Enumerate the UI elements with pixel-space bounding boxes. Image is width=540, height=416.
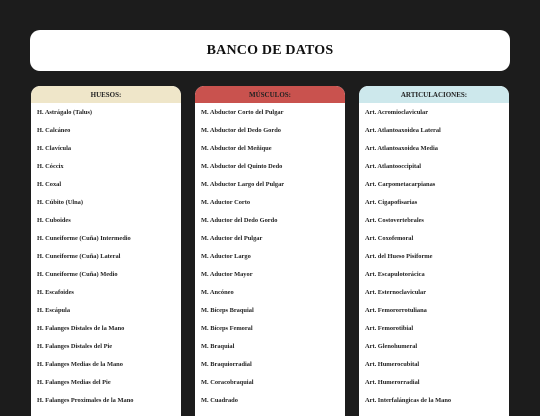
list-item[interactable]: Art. Esternoclavicular <box>365 289 427 296</box>
list-item[interactable]: M. Cuadrado <box>201 397 238 404</box>
list-item[interactable]: H. Falanges Distales del Pie <box>37 343 113 350</box>
title-card <box>30 30 510 71</box>
list-item[interactable]: M. Aductor Corto <box>201 199 251 206</box>
list-item[interactable]: M. Bíceps Femoral <box>201 325 253 332</box>
list-item[interactable]: Art. Femororrotuliana <box>365 307 427 314</box>
list-item[interactable]: Art. Femorotibial <box>365 325 414 332</box>
list-item[interactable]: M. Braquial <box>201 343 235 350</box>
list-item[interactable]: H. Cóccix <box>37 163 64 170</box>
list-item[interactable]: Art. Humerocubital <box>365 361 420 368</box>
list-item[interactable]: Art. Glenohumeral <box>365 343 418 350</box>
list-item[interactable]: H. Escafoides <box>37 289 74 296</box>
list-item[interactable]: H. Clavícula <box>37 145 72 152</box>
list-item[interactable]: M. Braquiorradial <box>201 361 252 368</box>
list-item[interactable]: M. Aductor Largo <box>201 253 251 260</box>
huesos-column <box>31 86 181 416</box>
articulaciones-heading: ARTICULACIONES: <box>359 86 509 103</box>
list-item[interactable]: M. Ancóneo <box>201 289 234 296</box>
list-item[interactable]: M. Abductor del Quinto Dedo <box>201 163 283 170</box>
list-item[interactable]: H. Escápula <box>37 307 71 314</box>
musculos-heading: MÚSCULOS: <box>195 86 345 103</box>
list-item[interactable]: Art. del Hueso Pisiforme <box>365 253 433 260</box>
list-item[interactable]: H. Cúbito (Ulna) <box>37 199 83 206</box>
list-item[interactable]: Art. Coxofemoral <box>365 235 414 242</box>
huesos-heading: HUESOS: <box>31 86 181 103</box>
list-item[interactable]: M. Aductor Mayor <box>201 271 253 278</box>
list-item[interactable]: H. Cuboides <box>37 217 71 224</box>
list-item[interactable]: M. Aductor del Pulgar <box>201 235 263 242</box>
list-item[interactable]: M. Coracobraquial <box>201 379 254 386</box>
list-item[interactable]: Art. Atlantooccipital <box>365 163 422 170</box>
list-item[interactable]: M. Abductor Corto del Pulgar <box>201 109 284 116</box>
list-item[interactable]: M. Abductor del Meñique <box>201 145 272 152</box>
articulaciones-list <box>359 104 509 410</box>
list-item[interactable]: Art. Humerorradial <box>365 379 420 386</box>
page-title: BANCO DE DATOS <box>206 42 334 58</box>
musculos-column <box>195 86 345 416</box>
list-item[interactable]: Art. Cigapofisarias <box>365 199 418 206</box>
list-item[interactable]: M. Bíceps Braquial <box>201 307 254 314</box>
list-item[interactable]: H. Cuneiforme (Cuña) Intermedio <box>37 235 131 242</box>
list-item[interactable]: Art. Atlantoaxoidea Media <box>365 145 438 152</box>
list-item[interactable]: H. Calcáneo <box>37 127 71 134</box>
huesos-list <box>31 104 181 410</box>
list-item[interactable]: Art. Costovertebrales <box>365 217 424 224</box>
list-item[interactable]: H. Astrágalo (Talus) <box>37 109 92 116</box>
list-item[interactable]: Art. Acromioclavicular <box>365 109 429 116</box>
list-item[interactable]: H. Coxal <box>37 181 62 188</box>
list-item[interactable]: Art. Atlantoaxoidea Lateral <box>365 127 441 134</box>
list-item[interactable]: M. Aductor del Dedo Gordo <box>201 217 278 224</box>
list-item[interactable]: Art. Escapulotorácica <box>365 271 425 278</box>
list-item[interactable]: H. Falanges Distales de la Mano <box>37 325 125 332</box>
list-item[interactable]: Art. Carpometacarpianas <box>365 181 436 188</box>
list-item[interactable]: H. Falanges Medias de la Mano <box>37 361 123 368</box>
list-item[interactable]: M. Abductor del Dedo Gordo <box>201 127 281 134</box>
articulaciones-column <box>359 86 509 416</box>
list-item[interactable]: H. Falanges Proximales de la Mano <box>37 397 134 404</box>
list-item[interactable]: H. Cuneiforme (Cuña) Medio <box>37 271 118 278</box>
list-item[interactable]: M. Abductor Largo del Pulgar <box>201 181 285 188</box>
list-item[interactable]: H. Falanges Medias del Pie <box>37 379 111 386</box>
list-item[interactable]: Art. Interfalángicas de la Mano <box>365 397 452 404</box>
list-item[interactable]: H. Cuneiforme (Cuña) Lateral <box>37 253 121 260</box>
musculos-list <box>195 104 345 410</box>
